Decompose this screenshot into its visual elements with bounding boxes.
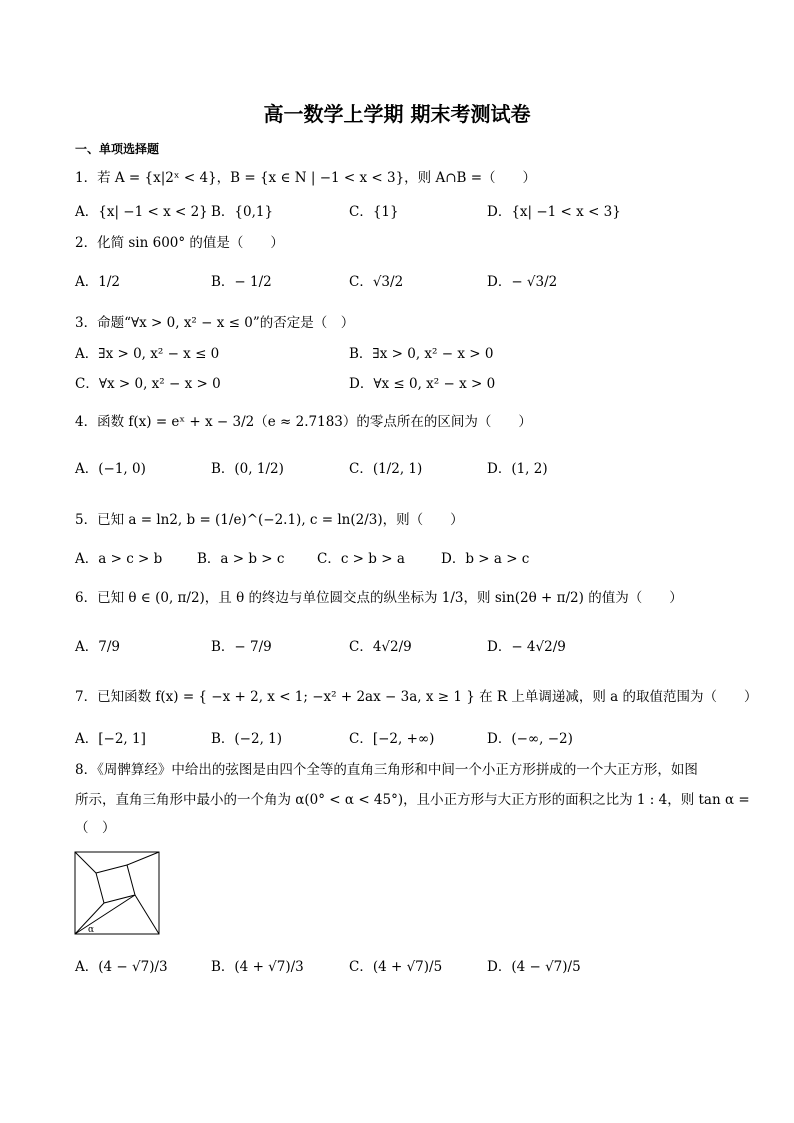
question-8-stem-line-1: 8．《周髀算经》中给出的弦图是由四个全等的直角三角形和中间一个小正方形拼成的一个大正方形，如图 — [75, 762, 698, 778]
q1-option-b: B．{0,1} — [211, 204, 274, 220]
q6-option-d: D．− 4√2/9 — [487, 639, 566, 655]
q7-option-d: D．(−∞, −2) — [487, 731, 573, 747]
q6-option-a: A．7/9 — [75, 639, 120, 655]
inner-square — [96, 865, 135, 903]
q1-option-c: C．{1} — [349, 204, 399, 220]
chord-diagram-figure — [73, 850, 163, 940]
q2-option-a: A．1/2 — [75, 274, 120, 290]
q3-option-a: A．∃x > 0, x² − x ≤ 0 — [75, 346, 220, 362]
q2-option-c: C．√3/2 — [349, 274, 404, 290]
section-heading: 一、单项选择题 — [75, 142, 160, 156]
triangle-base-extension — [75, 895, 135, 934]
q4-option-b: B．(0, 1/2) — [211, 461, 284, 477]
q8-option-a: A．(4 − √7)/3 — [75, 959, 168, 975]
triangle-edge-3 — [127, 852, 159, 865]
q1-option-d: D．{x| −1 < x < 3} — [487, 204, 621, 220]
q4-option-c: C．(1/2, 1) — [349, 461, 423, 477]
alpha-angle-label: α — [88, 925, 95, 935]
triangle-edge-4 — [135, 895, 159, 934]
question-8-stem-line-3: （ ） — [75, 820, 116, 836]
triangle-edge-2 — [75, 852, 96, 873]
question-6-stem: 6．已知 θ ∈ (0, π/2)，且 θ 的终边与单位圆交点的纵坐标为 1/3，则 sin(2θ + π/2) 的值为（ ） — [75, 590, 683, 606]
question-8-stem-line-2: 所示，直角三角形中最小的一个角为 α(0° < α < 45°)，且小正方形与大正方形的面积之比为 1 : 4，则 tan α = — [75, 792, 750, 808]
q1-option-a: A．{x| −1 < x < 2} — [75, 204, 208, 220]
q5-option-b: B．a > b > c — [197, 551, 285, 567]
q8-option-d: D．(4 − √7)/5 — [487, 959, 581, 975]
page-title: 高一数学上学期 期末考测试卷 — [263, 102, 531, 126]
q3-option-d: D．∀x ≤ 0, x² − x > 0 — [349, 376, 496, 392]
q8-option-c: C．(4 + √7)/5 — [349, 959, 443, 975]
question-4-stem: 4．函数 f(x) = eˣ + x − 3/2（e ≈ 2.7183）的零点所在的区间为（ ） — [75, 414, 532, 430]
question-2-stem: 2．化简 sin 600° 的值是（ ） — [75, 235, 284, 251]
q7-option-b: B．(−2, 1) — [211, 731, 283, 747]
q7-option-c: C．[−2, +∞) — [349, 731, 435, 747]
q3-option-c: C．∀x > 0, x² − x > 0 — [75, 376, 221, 392]
question-7-stem: 7．已知函数 f(x) = { −x + 2, x < 1; −x² + 2ax − 3a, x ≥ 1 } 在 R 上单调递减，则 a 的取值范围为（ ） — [75, 689, 758, 705]
q2-option-b: B．− 1/2 — [211, 274, 272, 290]
question-3-stem: 3．命题“∀x > 0, x² − x ≤ 0”的否定是（ ） — [75, 315, 355, 331]
q6-option-b: B．− 7/9 — [211, 639, 272, 655]
question-1-stem: 1．若 A = {x|2ˣ < 4}，B = {x ∈ N | −1 < x < 3}，则 A∩B =（ ） — [75, 170, 537, 186]
q8-option-b: B．(4 + √7)/3 — [211, 959, 304, 975]
q5-option-d: D．b > a > c — [441, 551, 530, 567]
q2-option-d: D．− √3/2 — [487, 274, 558, 290]
q4-option-a: A．(−1, 0) — [75, 461, 146, 477]
q7-option-a: A．[−2, 1] — [75, 731, 146, 747]
question-5-stem: 5．已知 a = ln2, b = (1/e)^(−2.1), c = ln(2/3)，则（ ） — [75, 512, 464, 528]
q5-option-a: A．a > c > b — [75, 551, 163, 567]
q3-option-b: B．∃x > 0, x² − x > 0 — [349, 346, 494, 362]
q6-option-c: C．4√2/9 — [349, 639, 412, 655]
q4-option-d: D．(1, 2) — [487, 461, 548, 477]
q5-option-c: C．c > b > a — [317, 551, 405, 567]
